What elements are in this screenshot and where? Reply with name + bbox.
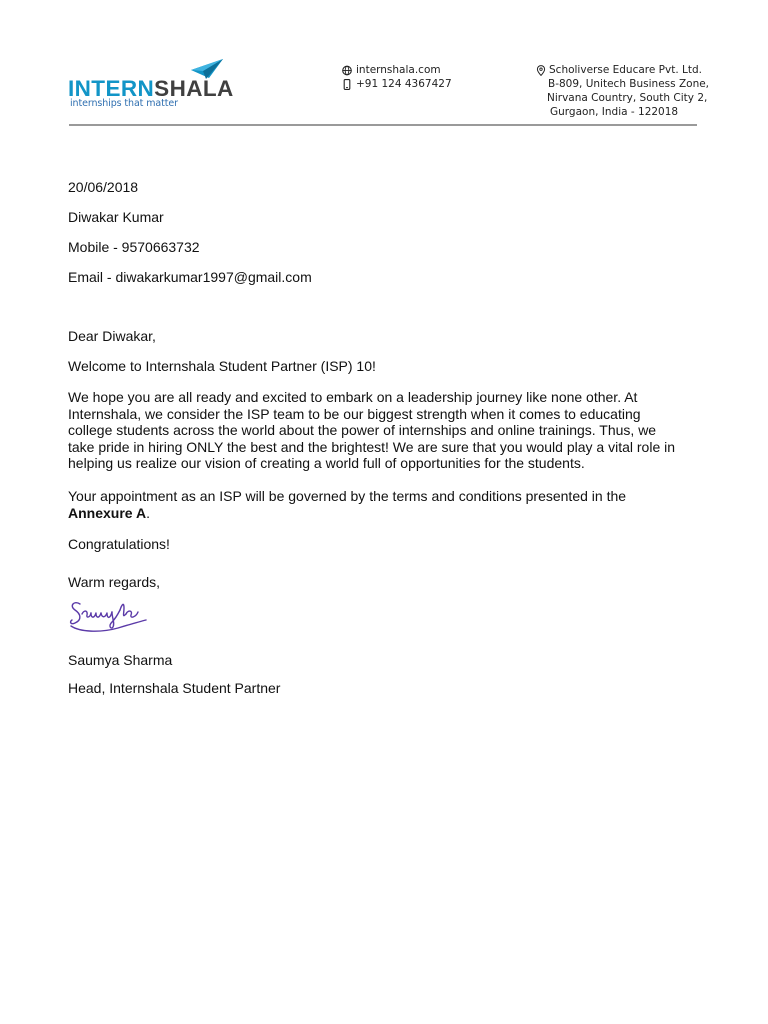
paragraph-line: take pride in hiring ONLY the best and the brightest! We are sure that you would play a vital role in — [68, 438, 676, 455]
address-line-1: B-809, Unitech Business Zone, — [548, 78, 710, 90]
logo-wordmark-part1: INTERN — [68, 76, 155, 101]
contact-block — [342, 63, 452, 91]
paragraph-line: Your appointment as an ISP will be governed by the terms and conditions presented in the — [68, 488, 627, 504]
paragraph-line: Internshala, we consider the ISP team to be our biggest strength when it comes to educating — [68, 405, 641, 422]
website-row — [342, 63, 452, 77]
closing-regards: Warm regards, — [68, 574, 161, 590]
logo-tagline: internships that matter — [70, 98, 178, 109]
address-line-2: Nirvana Country, South City 2, — [547, 92, 708, 104]
handwritten-signature — [66, 592, 150, 640]
recipient-mobile: Mobile - 9570663732 — [68, 239, 200, 255]
mobile-phone-icon — [342, 79, 352, 90]
company-row — [536, 63, 709, 77]
recipient-name: Diwakar Kumar — [68, 209, 164, 225]
address-block — [536, 63, 709, 119]
internshala-logo — [68, 56, 238, 112]
header-divider — [69, 124, 697, 126]
paragraph-line: college students across the world about the power of internships and online trainings. Thus, we — [68, 422, 657, 439]
signer-title: Head, Internshala Student Partner — [68, 680, 281, 696]
paragraph-line: We hope you are all ready and excited to embark on a leadership journey like none other. At — [68, 389, 638, 405]
company-name: Scholiverse Educare Pvt. Ltd. — [549, 64, 702, 76]
recipient-email: Email - diwakarkumar1997@gmail.com — [68, 269, 312, 285]
annexure-reference: Annexure A — [68, 504, 147, 521]
appointment-paragraph — [68, 488, 700, 521]
annexure-period: . — [146, 504, 150, 521]
letter-date: 20/06/2018 — [68, 179, 139, 195]
salutation: Dear Diwakar, — [68, 328, 156, 344]
intro-paragraph — [68, 389, 700, 472]
paragraph-line: helping us realize our vision of creating a world full of opportunities for the students. — [68, 455, 585, 472]
website-text: internshala.com — [356, 64, 441, 76]
signer-name: Saumya Sharma — [68, 652, 173, 668]
congratulations: Congratulations! — [68, 536, 170, 552]
welcome-line: Welcome to Internshala Student Partner (ISP) 10! — [68, 358, 376, 374]
logo-wordmark-part2: SHALA — [154, 76, 234, 101]
phone-row — [342, 77, 452, 91]
address-line-3: Gurgaon, India - 122018 — [550, 106, 679, 118]
annexure-line — [68, 505, 700, 522]
globe-icon — [342, 65, 352, 76]
location-pin-icon — [536, 65, 546, 76]
phone-text: +91 124 4367427 — [356, 78, 452, 90]
